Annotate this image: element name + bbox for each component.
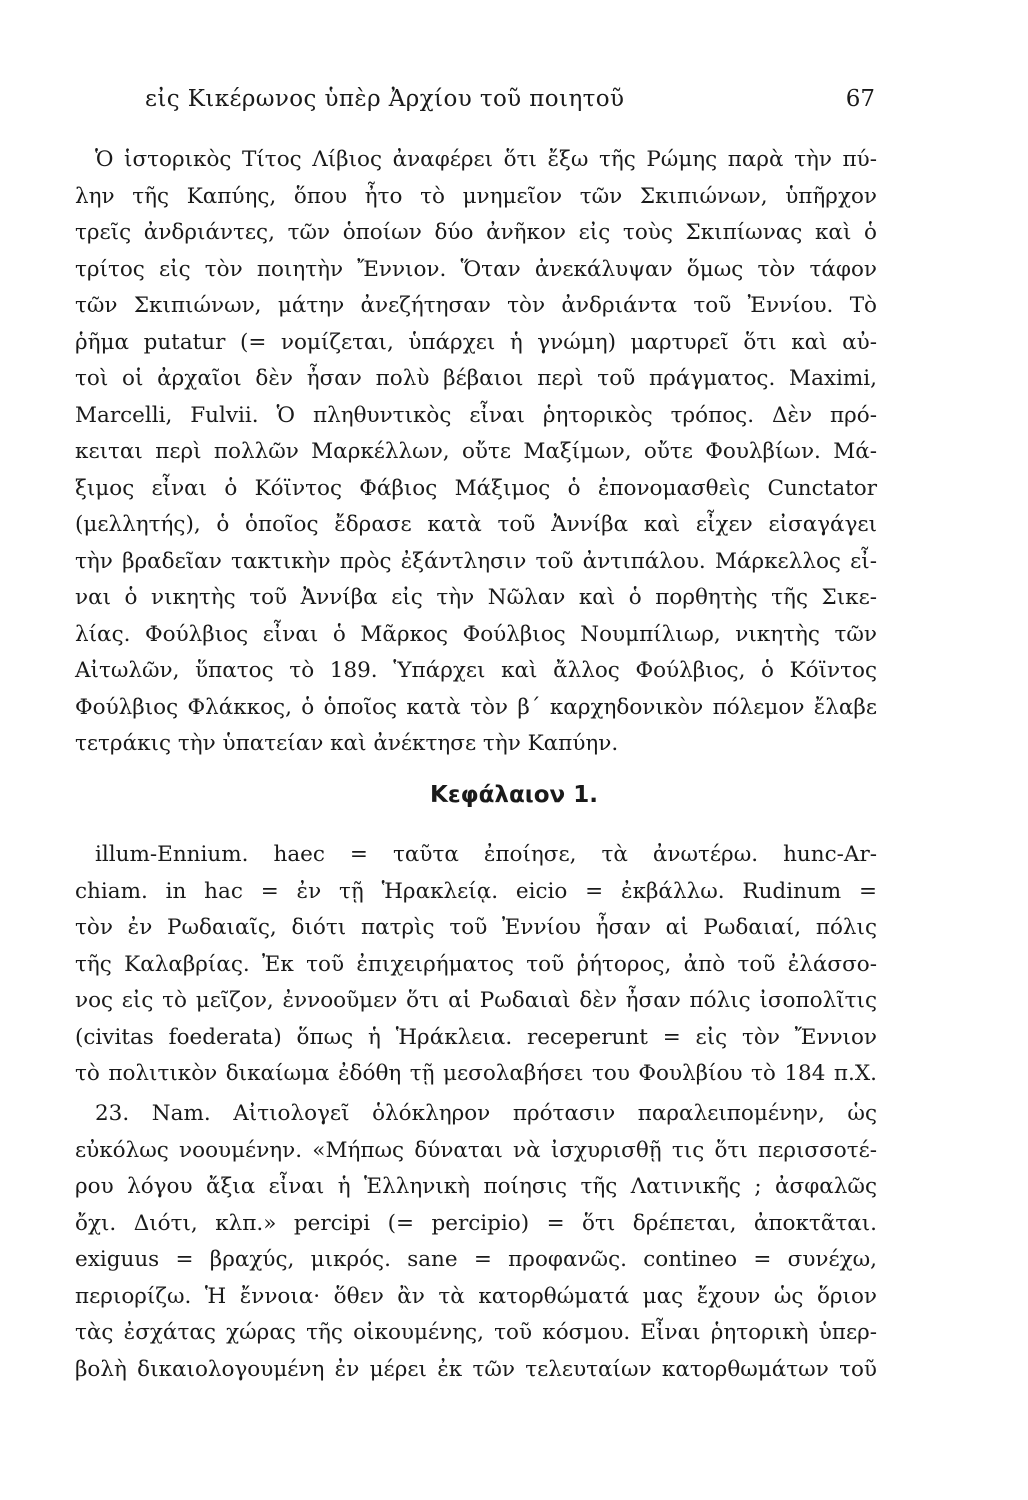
- text-line: τοὶ οἱ ἀρχαῖοι δὲν ἦσαν πολὺ βέβαιοι περὶ τοῦ πράγματος. Maximi,: [75, 366, 877, 391]
- chapter-heading: Κεφάλαιον 1.: [430, 782, 598, 808]
- page-number: 67: [845, 86, 875, 112]
- text-line: chiam. in hac = ἐν τῇ Ἡρακλείᾳ. eicio = ἐκβάλλω. Rudinum =: [75, 878, 877, 904]
- text-line: 23. Nam. Αἰτιολογεῖ ὁλόκληρον πρότασιν παραλειπομένην, ὡς: [95, 1101, 877, 1126]
- text-line: (μελλητής), ὁ ὁποῖος ἔδρασε κατὰ τοῦ Ἀννίβα καὶ εἶχεν εἰσαγάγει: [75, 512, 877, 537]
- text-line: κειται περὶ πολλῶν Μαρκέλλων, οὔτε Μαξίμων, οὔτε Φουλβίων. Μά-: [75, 439, 877, 464]
- text-line: λην τῆς Καπύης, ὅπου ἦτο τὸ μνημεῖον τῶν Σκιπιώνων, ὑπῆρχον: [75, 183, 877, 209]
- text-line: ῥῆμα putatur (= νομίζεται, ὑπάρχει ἡ γνώμη) μαρτυρεῖ ὅτι καὶ αὐ-: [75, 329, 877, 355]
- text-line: Αἰτωλῶν, ὕπατος τὸ 189. Ὑπάρχει καὶ ἄλλος Φούλβιος, ὁ Κόϊντος: [75, 658, 877, 683]
- text-line: Φούλβιος Φλάκκος, ὁ ὁποῖος κατὰ τὸν β΄ καρχηδονικὸν πόλεμον ἔλαβε: [75, 694, 877, 720]
- paragraph-section-23-notes: [75, 1096, 877, 1388]
- paragraph-commentary-livy: [75, 142, 877, 763]
- text-line: exiguus = βραχύς, μικρός. sane = προφανῶς. contineo = συνέχω,: [75, 1247, 877, 1272]
- text-line: τὸ πολιτικὸν δικαίωμα ἐδόθη τῇ μεσολαβήσει του Φουλβίου τὸ 184 π.Χ.: [75, 1061, 877, 1086]
- text-line: ξιμος εἶναι ὁ Κόϊντος Φάβιος Μάξιμος ὁ ἐπονομασθεὶς Cunctator: [75, 475, 877, 501]
- text-line: Ὁ ἱστορικὸς Τίτος Λίβιος ἀναφέρει ὅτι ἔξω τῆς Ρώμης παρὰ τὴν πύ-: [95, 147, 877, 172]
- text-line: (civitas foederata) ὅπως ἡ Ἡράκλεια. receperunt = εἰς τὸν Ἔννιον: [75, 1024, 877, 1050]
- text-line: νος εἰς τὸ μεῖζον, ἐννοοῦμεν ὅτι αἱ Ρωδαιαὶ δὲν ἦσαν πόλις ἰσοπολῖτις: [75, 988, 877, 1013]
- text-line: περιορίζω. Ἡ ἔννοια· ὅθεν ἂν τὰ κατορθώματά μας ἔχουν ὡς ὅριον: [75, 1283, 877, 1309]
- text-line: τῶν Σκιπιώνων, μάτην ἀνεζήτησαν τὸν ἀνδριάντα τοῦ Ἐννίου. Τὸ: [75, 293, 877, 318]
- text-line: ρου λόγου ἄξια εἶναι ἡ Ἑλληνικὴ ποίησις τῆς Λατινικῆς ; ἀσφαλῶς: [75, 1174, 877, 1199]
- text-line: ναι ὁ νικητὴς τοῦ Ἀννίβα εἰς τὴν Νῶλαν καὶ ὁ πορθητὴς τῆς Σικε-: [75, 585, 877, 610]
- text-line: λίας. Φούλβιος εἶναι ὁ Μᾶρκος Φούλβιος Νουμπίλιωρ, νικητὴς τῶν: [75, 621, 877, 647]
- text-line: illum-Ennium. haec = ταῦτα ἐποίησε, τὰ ἀνωτέρω. hunc-Ar-: [95, 842, 877, 867]
- paragraph-chapter-1-notes: [75, 837, 877, 1093]
- text-line: βολὴ δικαιολογουμένη ἐν μέρει ἐκ τῶν τελευταίων κατορθωμάτων τοῦ: [75, 1356, 877, 1382]
- text-line: τῆς Καλαβρίας. Ἐκ τοῦ ἐπιχειρήματος τοῦ ῥήτορος, ἀπὸ τοῦ ἐλάσσο-: [75, 951, 877, 977]
- running-title: εἰς Κικέρωνος ὑπὲρ Ἀρχίου τοῦ ποιητοῦ: [145, 86, 625, 112]
- text-line: Marcelli, Fulvii. Ὁ πληθυντικὸς εἶναι ῥητορικὸς τρόπος. Δὲν πρό-: [75, 402, 877, 428]
- text-line: εὐκόλως νοουμένην. «Μήπως δύναται νὰ ἰσχυρισθῇ τις ὅτι περισσοτέ-: [75, 1137, 877, 1163]
- text-line: τρεῖς ἀνδριάντες, τῶν ὁποίων δύο ἀνῆκον εἰς τοὺς Σκιπίωνας καὶ ὁ: [75, 220, 877, 245]
- text-line: τὴν βραδεῖαν τακτικὴν πρὸς ἐξάντλησιν τοῦ ἀντιπάλου. Μάρκελλος εἶ-: [75, 548, 877, 574]
- text-line: τετράκις τὴν ὑπατείαν καὶ ἀνέκτησε τὴν Καπύην.: [75, 731, 619, 756]
- text-line: τὸν ἐν Ρωδαιαῖς, διότι πατρὶς τοῦ Ἐννίου ἦσαν αἱ Ρωδαιαί, πόλις: [75, 915, 877, 940]
- page-header: [145, 86, 875, 122]
- text-line: τὰς ἐσχάτας χώρας τῆς οἰκουμένης, τοῦ κόσμου. Εἶναι ῥητορικὴ ὑπερ-: [75, 1320, 877, 1345]
- text-line: τρίτος εἰς τὸν ποιητὴν Ἔννιον. Ὅταν ἀνεκάλυψαν ὅμως τὸν τάφον: [75, 256, 877, 282]
- text-line: ὄχι. Διότι, κλπ.» percipi (= percipio) = ὅτι δρέπεται, ἀποκτᾶται.: [75, 1210, 877, 1236]
